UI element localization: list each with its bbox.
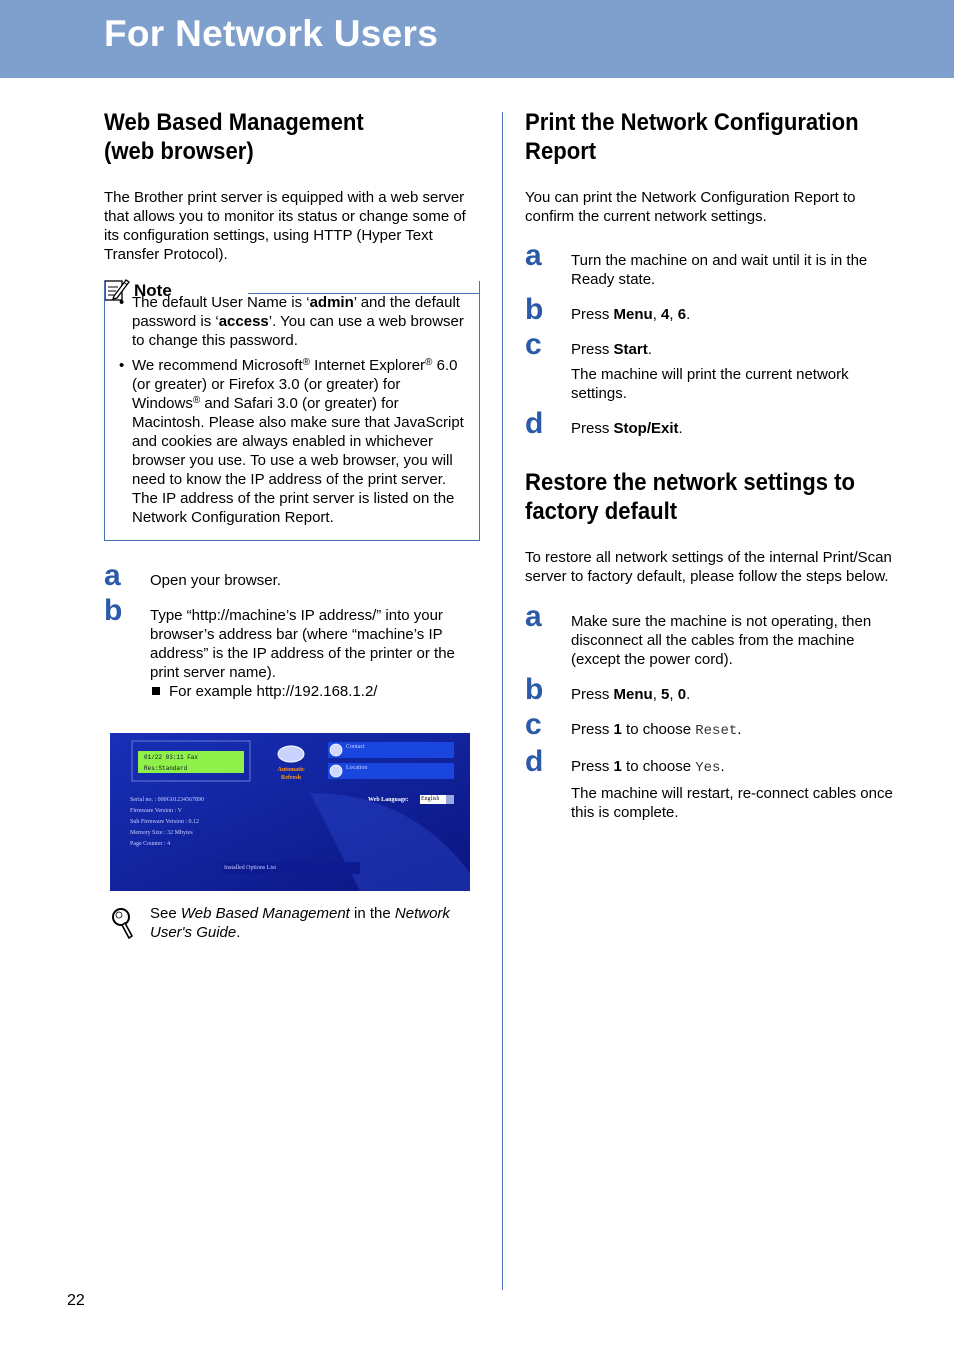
location-link[interactable]: Location: [346, 765, 368, 771]
right-column: [525, 108, 900, 822]
step-letter: b: [104, 594, 123, 627]
restore-step-d: d Press 1 to choose Yes. The machine will restart, re-connect cables once this is complete.: [525, 745, 893, 821]
web-management-screenshot: [110, 733, 470, 891]
note-label: Note: [134, 280, 172, 300]
step-b-type-address: b Type “http://machine’s IP address/” into your browser’s address bar (where “machine’s IP address” is the IP address of the printer or the print server name). For example http://192.168.1.2/: [104, 606, 480, 701]
print-step-a: a Turn the machine on and wait until it is in the Ready state.: [525, 239, 868, 288]
restore-step-b: b Press Menu, 5, 0.: [525, 673, 691, 706]
restore-intro: To restore all network settings of the internal Print/Scan server to factory default, please follow the steps below.: [525, 549, 892, 585]
info-page-counter: Page Counter : 4: [130, 841, 171, 847]
square-bullet-icon: [152, 687, 160, 695]
web-language-label: Web Language:: [368, 797, 409, 803]
restore-step-a: a Make sure the machine is not operating, then disconnect all the cables from the machine (except the power cord).: [525, 600, 872, 668]
section-heading-restore-defaults: Restore the network settings to factory default: [525, 469, 856, 525]
note-box: [104, 281, 480, 541]
note-list: [132, 293, 467, 527]
page-title: For Network Users: [104, 13, 439, 54]
installed-options-link[interactable]: Installed Options List: [224, 865, 276, 871]
print-step-b: b Press Menu, 4, 6.: [525, 293, 691, 326]
info-memory: Memory Size : 32 Mbytes: [130, 830, 193, 836]
print-step-d: d Press Stop/Exit.: [525, 407, 683, 440]
print-report-intro: You can print the Network Configuration Report to confirm the current network settings.: [525, 189, 856, 225]
contact-link[interactable]: Contact: [346, 744, 365, 750]
step-a-open-browser: a Open your browser.: [104, 559, 281, 592]
column-divider: [502, 112, 503, 1290]
note-item-browsers: • We recommend Microsoft® Internet Explorer® 6.0 (or greater) or Firefox 3.0 (or greater) for Windows® and Safari 3.0 (or greater) for Macintosh. Please also make sure that JavaScript and cookies are always enabled in whichever browser you use. To use a web browser, you will need to know the IP address of the print server. The IP address of the print server is listed on the Network Configuration Report.: [132, 356, 467, 527]
section-heading-web-management: Web Based Management (web browser): [104, 109, 364, 165]
page-number: 22: [67, 1292, 85, 1309]
step-letter: a: [104, 559, 121, 592]
web-language-select[interactable]: English: [421, 796, 440, 802]
magnifier-icon: [110, 906, 136, 940]
lcd-line-2: Res:Standard: [144, 765, 188, 772]
info-firmware: Firmware Version : V: [130, 808, 182, 814]
print-step-c: c Press Start. The machine will print the current network settings.: [525, 328, 849, 402]
info-serial: Serial no. : 000G01234567890: [130, 797, 204, 803]
automatic-refresh-button[interactable]: Automatic Refresh: [277, 767, 305, 781]
note-item-credentials: • The default User Name is ‘admin’ and the default password is ‘access’. You can use a web browser to change this password.: [132, 293, 467, 350]
example-bullet: For example http://192.168.1.2/: [150, 682, 480, 701]
restore-step-c: c Press 1 to choose Reset.: [525, 708, 742, 741]
info-sub-firmware: Sub Firmware Version : 0.12: [130, 819, 200, 825]
left-column: [104, 108, 480, 701]
header-banner: [0, 0, 954, 78]
intro-paragraph: The Brother print server is equipped with a web server that allows you to monitor its status or change some of its configuration settings, using HTTP (Hyper Text Transfer Protocol).: [104, 189, 466, 263]
section-heading-print-report: Print the Network Configuration Report: [525, 109, 859, 165]
reference-note: See Web Based Management in the Network User's Guide.: [110, 904, 480, 942]
lcd-line-1: 01/22 03:11 Fax: [144, 754, 199, 761]
